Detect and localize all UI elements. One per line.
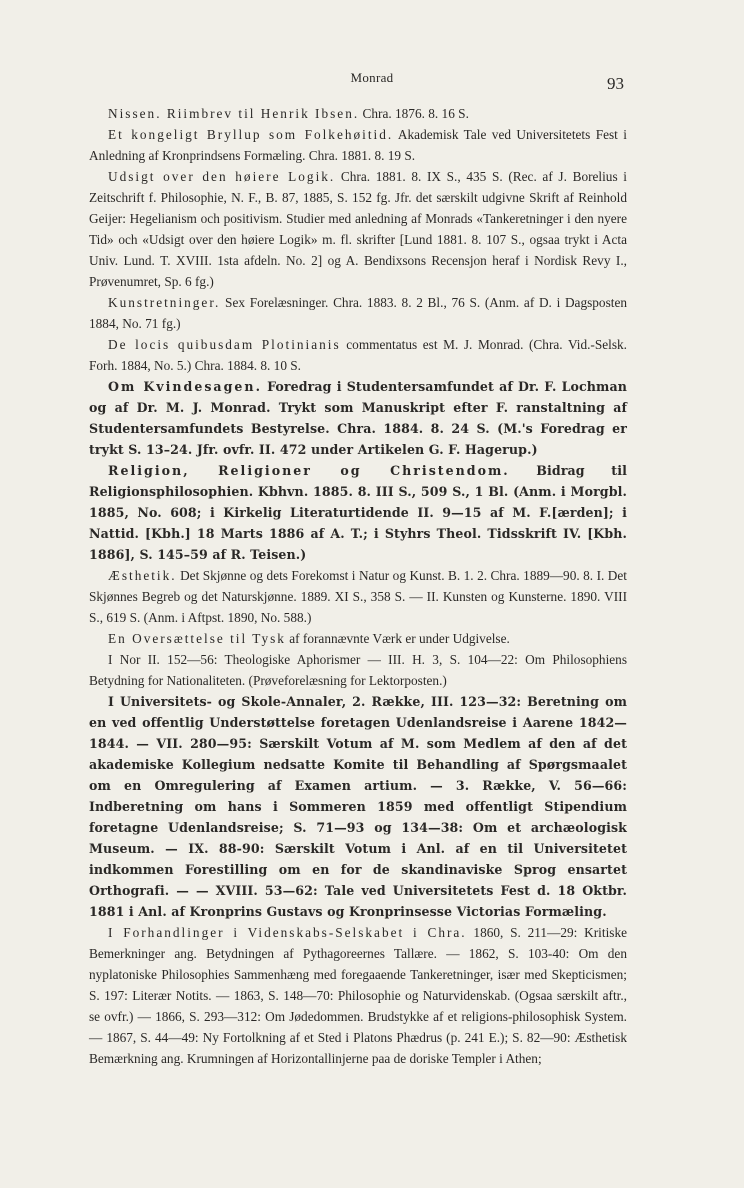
entry-text: Foredrag i Studentersamfundet af Dr. F. Lochman og af Dr. M. J. Monrad. Trykt som Manuskript efter F. ranstaltning af Studentersamfundets Bestyrelse. Chra. 1884. 8. 24 S. (M.'s Foredrag er trykt S. 13–24. Jfr. ovfr. II. 472 under Artikelen G. F. Hagerup.)	[89, 379, 627, 457]
bibliography-entry	[89, 334, 627, 376]
entry-title: Kunstretninger.	[108, 295, 221, 310]
entry-text: Akademisk Tale ved Universitetets Fest i Anledning af Kronprindsens Formæling. Chra. 1881. 8. 19 S.	[89, 127, 628, 163]
bibliography-entry	[89, 691, 627, 922]
page-number: 93	[607, 74, 624, 93]
bibliography-entry	[89, 124, 627, 166]
entry-text: Det Skjønne og dets Forekomst i Natur og Kunst. B. 1. 2. Chra. 1889—90. 8. I. Det Skjønnes Begreb og det Naturskjønne. 1889. XI S., 358 S. — II. Kunsten og Kunsterne. 1890. VIII S., 619 S. (Anm. i Aftpst. 1890, No. 588.)	[89, 568, 627, 625]
entry-title: Et kongeligt Bryllup som Folkehøitid.	[108, 127, 394, 142]
entry-text: Bidrag til Religionsphilosophien. Kbhvn. 1885. 8. III S., 509 S., 1 Bl. (Anm. i Morgbl. 1885, No. 608; i Kirkelig Literaturtidende II. 9—15 af M. F.[ærden]; i Nattid. [Kbh.] 18 Marts 1886 af A. T.; i Styhrs Theol. Tidsskrift IV. [Kbh. 1886], S. 145–59 af R. Teisen.)	[89, 463, 627, 562]
entry-title: Om Kvindesagen.	[108, 379, 262, 394]
entry-text: I Universitets- og Skole-Annaler, 2. Række, III. 123—32: Beretning om en ved offentlig Understøttelse foretagen Udenlandsreise i Aarene 1842—1844. — VII. 280—95: Særskilt Votum af M. som Medlem af den af det akademiske Kollegium nedsatte Komite til Behandling af Spørgsmaalet om en Omregulering af Examen artium. — 3. Række, V. 56—66: Indberetning om hans i Sommeren 1859 med offentligt Stipendium foretagne Udenlandsreise; S. 71—93 og 134—38: Om et archæologisk Museum. — IX. 88-90: Særskilt Votum i Anl. af en til Universitetet indkommen Forestilling om en for de skandinaviske Sprog ensartet Orthografi. — — XVIII. 53—62: Tale ved Universitetets Fest d. 18 Oktbr. 1881 i Anl. af Kronprins Gustavs og Kronprinsesse Victorias Formæling.	[89, 694, 627, 919]
bibliography-list	[89, 103, 627, 1069]
bibliography-entry	[89, 649, 627, 691]
bibliography-entry	[89, 292, 627, 334]
entry-title: Nissen. Riimbrev til Henrik Ibsen.	[108, 106, 360, 121]
entry-text: I Nor II. 152—56: Theologiske Aphorismer — III. H. 3, S. 104—22: Om Philosophiens Betydning for Nationaliteten. (Prøveforelæsning for Lektorposten.)	[89, 652, 627, 688]
bibliography-entry	[89, 376, 627, 460]
entry-title: En Oversættelse til Tysk	[108, 631, 286, 646]
entry-text: Sex Forelæsninger. Chra. 1883. 8. 2 Bl., 76 S. (Anm. af D. i Dagsposten 1884, No. 71 fg.)	[89, 295, 627, 331]
entry-text: Chra. 1881. 8. IX S., 435 S. (Rec. af J. Borelius i Zeitschrift f. Philosophie, N. F., B. 87, 1885, S. 152 fg. Jfr. det særskilt udgivne Skrift af Reinhold Geijer: Hegelianism och positivism. Studier med anledning af Monrads «Tankeretninger i den nyere Tid» och «Udsigt over den høiere Logik» m. fl. skrifter [Lund 1881. 8. 107 S., ogsaa trykt i Acta Univ. Lund. T. XVIII. 1sta afdeln. No. 2] og A. Bendixsons Recensjon heraf i Nordisk Revy I., Prøvenumret, Sp. 6 fg.)	[89, 169, 627, 289]
bibliography-entry	[89, 166, 627, 292]
bibliography-entry	[89, 922, 627, 1069]
entry-text: 1860, S. 211—29: Kritiske Bemerkninger ang. Betydningen af Pythagoreernes Tallære. — 1862, S. 103-40: Om den nyplatoniske Philosophies Sammenhæng med foregaaende Tankeretninger, især med Skepticismen; S. 197: Literær Notits. — 1863, S. 148—70: Philosophie og Naturvidenskab. (Ogsaa særskilt aftr., se ovfr.) — 1866, S. 293—312: Om Jødedommen. Brudstykke af et religions-philosophisk System. — 1867, S. 44—49: Ny Fortolkning af et Sted i Platons Phædrus (p. 241 E.); S. 82—90: Æsthetisk Bemærkning ang. Krumningen af Horizontallinjerne paa de doriske Templer i Athen;	[89, 925, 627, 1066]
entry-text: af forannævnte Værk er under Udgivelse.	[285, 631, 510, 646]
bibliography-entry	[89, 565, 627, 628]
bibliography-entry	[89, 460, 627, 565]
bibliography-entry	[89, 628, 627, 649]
entry-text: Chra. 1876. 8. 16 S.	[359, 106, 469, 121]
entry-title: Udsigt over den høiere Logik.	[108, 169, 336, 184]
running-head: Monrad	[350, 70, 394, 85]
entry-title: Æsthetik.	[108, 568, 177, 583]
entry-title: Religion, Religioner og Christendom.	[108, 463, 510, 478]
entry-title: De locis quibusdam Plotinianis	[108, 337, 341, 352]
entry-title: I Forhandlinger i Videnskabs-Selskabet i Chra.	[108, 925, 467, 940]
entry-text: commentatus est M. J. Monrad. (Chra. Vid.-Selsk. Forh. 1884, No. 5.) Chra. 1884. 8. 10 S.	[89, 337, 628, 373]
bibliography-entry	[89, 103, 627, 124]
